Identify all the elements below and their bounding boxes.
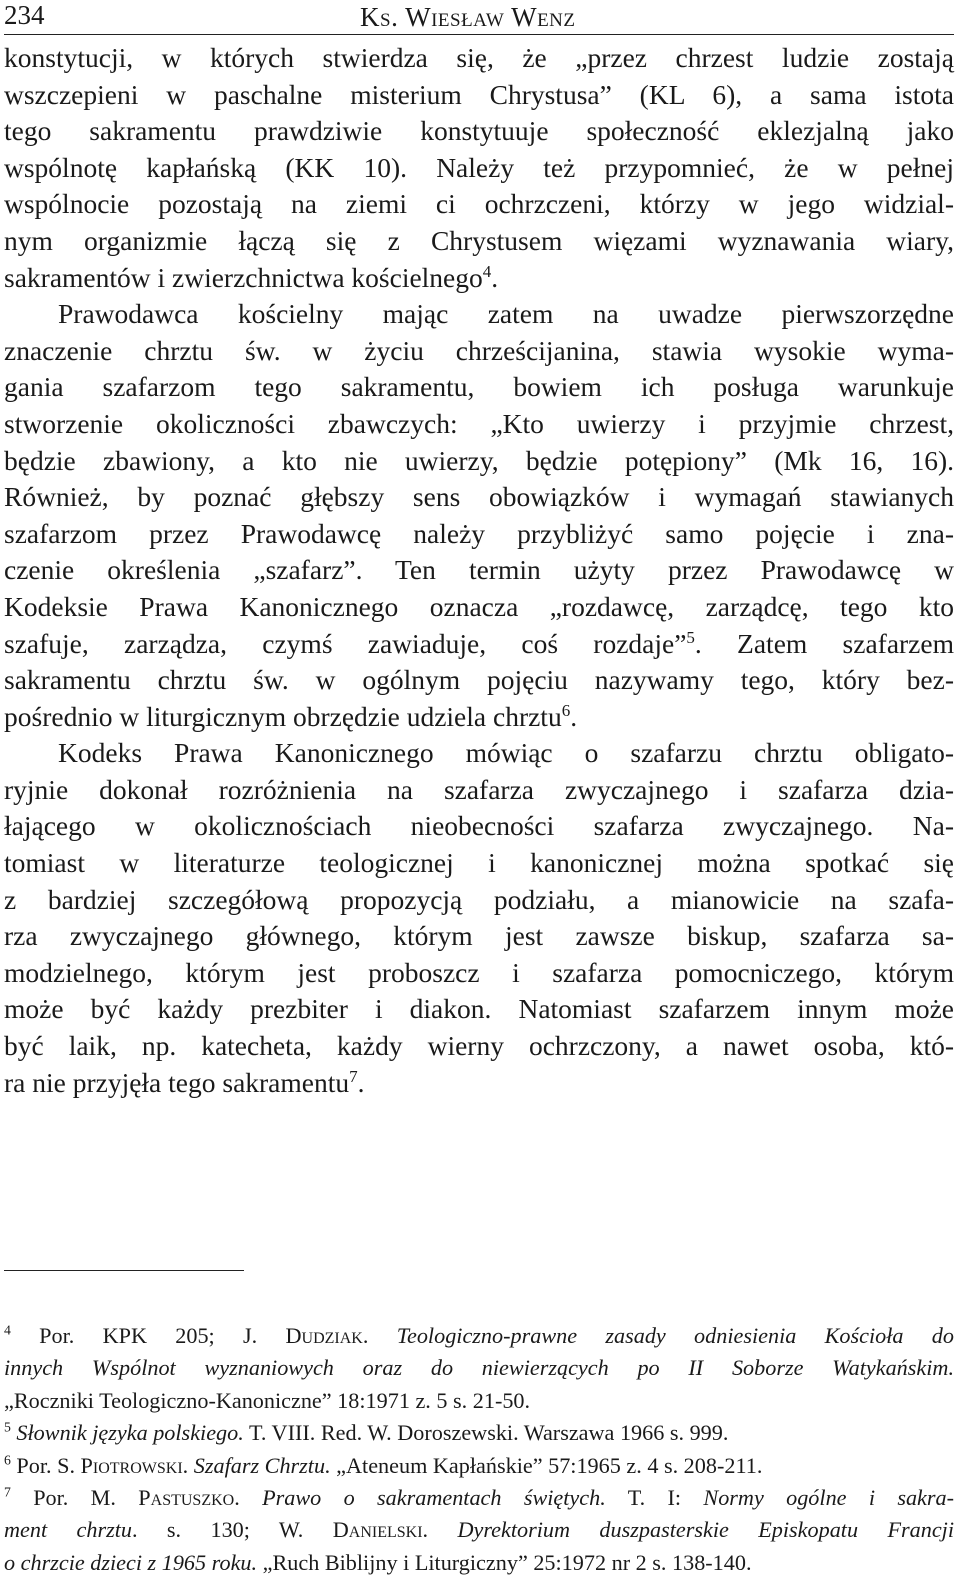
body-line: łającego w okolicznościach nieobecności szafarza zwyczajnego. Na- <box>4 810 954 842</box>
body-line: tego sakramentu prawdziwie konstytuuje społeczność eklezjalną jako <box>4 115 954 147</box>
body-line: Kodeks Prawa Kanonicznego mówiąc o szafarzu chrztu obligato- <box>58 737 954 769</box>
body-line: stworzenie okoliczności zbawczych: „Kto uwierzy i przyjmie chrzest, <box>4 407 954 439</box>
running-header <box>4 0 954 35</box>
body-line: Kodeksie Prawa Kanonicznego oznacza „rozdawcę, zarządcę, tego kto <box>4 590 954 622</box>
body-line: wspólnocie pozostają na ziemi ci ochrzczeni, którzy w jego widzial- <box>4 188 954 220</box>
body-line: konstytucji, w których stwierdza się, że „przez chrzest ludzie zostają <box>4 42 954 73</box>
body-line: być laik, np. katecheta, każdy wierny ochrzczony, a nawet osoba, któ- <box>4 1030 954 1062</box>
body-line: tomiast w literaturze teologicznej i kanonicznej można spotkać się <box>4 847 954 879</box>
footnote-5: $^5$ Słownik języka polskiego. T. VIII. Red. W. Doroszewski. Warszawa 1966 s. 999. <box>4 1419 729 1446</box>
footnote-ref: 7 <box>349 1066 358 1086</box>
footnote-7-line: o chrzcie dzieci z 1965 roku. „Ruch Biblijny i Liturgiczny” 25:1972 nr 2 s. 138-140. <box>4 1549 752 1575</box>
body-line: szafarzom przez Prawodawcę należy przybliżyć samo pojęcie i zna- <box>4 517 954 549</box>
footnotes <box>4 1320 954 1579</box>
main-text <box>4 40 954 1101</box>
body-line: nym organizmie łączą się z Chrystusem więzami wyznawania wiary, <box>4 224 954 256</box>
body-line: ra nie przyjęła tego sakramentu$^7$. <box>4 1066 365 1098</box>
body-line: Prawodawca kościelny mając zatem na uwadze pierwszorzędne <box>58 298 954 330</box>
body-line: pośrednio w liturgicznym obrzędzie udziela chrztu$^6$. <box>4 700 578 732</box>
body-line: modzielnego, którym jest proboszcz i szafarza pomocniczego, którym <box>4 956 954 988</box>
footnote-ref: 5 <box>686 627 695 647</box>
body-line: gania szafarzom tego sakramentu, bowiem ich posługa warunkuje <box>4 371 954 403</box>
footnote-7-line: ment chrztu. s. 130; W. Danielski. Dyrektorium duszpasterskie Episkopatu Francji <box>4 1517 954 1543</box>
body-line: szafuje, zarządza, czymś zawiaduje, coś rozdaje”$^5$. Zatem szafarzem <box>4 627 954 659</box>
footnote-ref: 4 <box>482 261 492 281</box>
body-line: sakramentu chrztu św. w ogólnym pojęciu nazywamy tego, który bez- <box>4 664 954 696</box>
running-head-author: Ks. Wiesław Wenz <box>360 2 576 32</box>
footnote-4-line: $^4$ Por. KPK 205; J. Dudziak. Teologiczno-prawne zasady odniesienia Kościoła do <box>4 1322 954 1348</box>
body-line: znaczenie chrztu św. w życiu chrześcijanina, stawia wysokie wyma- <box>4 334 954 366</box>
body-line: z bardziej szczegółową propozycją podziału, a mianowicie na szafa- <box>4 883 954 915</box>
body-line: rza zwyczajnego głównego, którym jest zawsze biskup, szafarza sa- <box>4 920 954 952</box>
body-line: czenie określenia „szafarz”. Ten termin użyty przez Prawodawcę w <box>4 554 954 586</box>
page-number: 234 <box>4 0 45 30</box>
body-line: sakramentów i zwierzchnictwa kościelnego$^4$. <box>4 261 499 293</box>
body-line: wszczepieni w paschalne misterium Chrystusa” (KL 6), a sama istota <box>4 78 954 110</box>
footnote-separator <box>4 1270 244 1271</box>
footnote-4-line: „Roczniki Teologiczno-Kanoniczne” 18:1971 z. 5 s. 21-50. <box>4 1387 531 1413</box>
footnote-6: $^6$ Por. S. Piotrowski. Szafarz Chrztu. „Ateneum Kapłańskie” 57:1965 z. 4 s. 208-211. <box>4 1452 763 1478</box>
footnote-ref: 6 <box>561 700 571 720</box>
footnote-7-line: $^7$ Por. M. Pastuszko. Prawo o sakramentach świętych. T. I: Normy ogólne i sakra- <box>4 1484 955 1510</box>
body-line: wspólnotę kapłańską (KK 10). Należy też przypomnieć, że w pełnej <box>4 151 954 183</box>
body-line: ryjnie dokonał rozróżnienia na szafarza zwyczajnego i szafarza dzia- <box>4 773 954 805</box>
footnote-4-line: innych Wspólnot wyznaniowych oraz do niewierzących po II Soborze Watykańskim. <box>4 1355 954 1381</box>
body-line: Również, by poznać głębszy sens obowiązków i wymagań stawianych <box>4 481 954 513</box>
body-line: będzie zbawiony, a kto nie uwierzy, będzie potępiony” (Mk 16, 16). <box>4 444 954 476</box>
body-line: może być każdy prezbiter i diakon. Natomiast szafarzem innym może <box>4 993 954 1025</box>
